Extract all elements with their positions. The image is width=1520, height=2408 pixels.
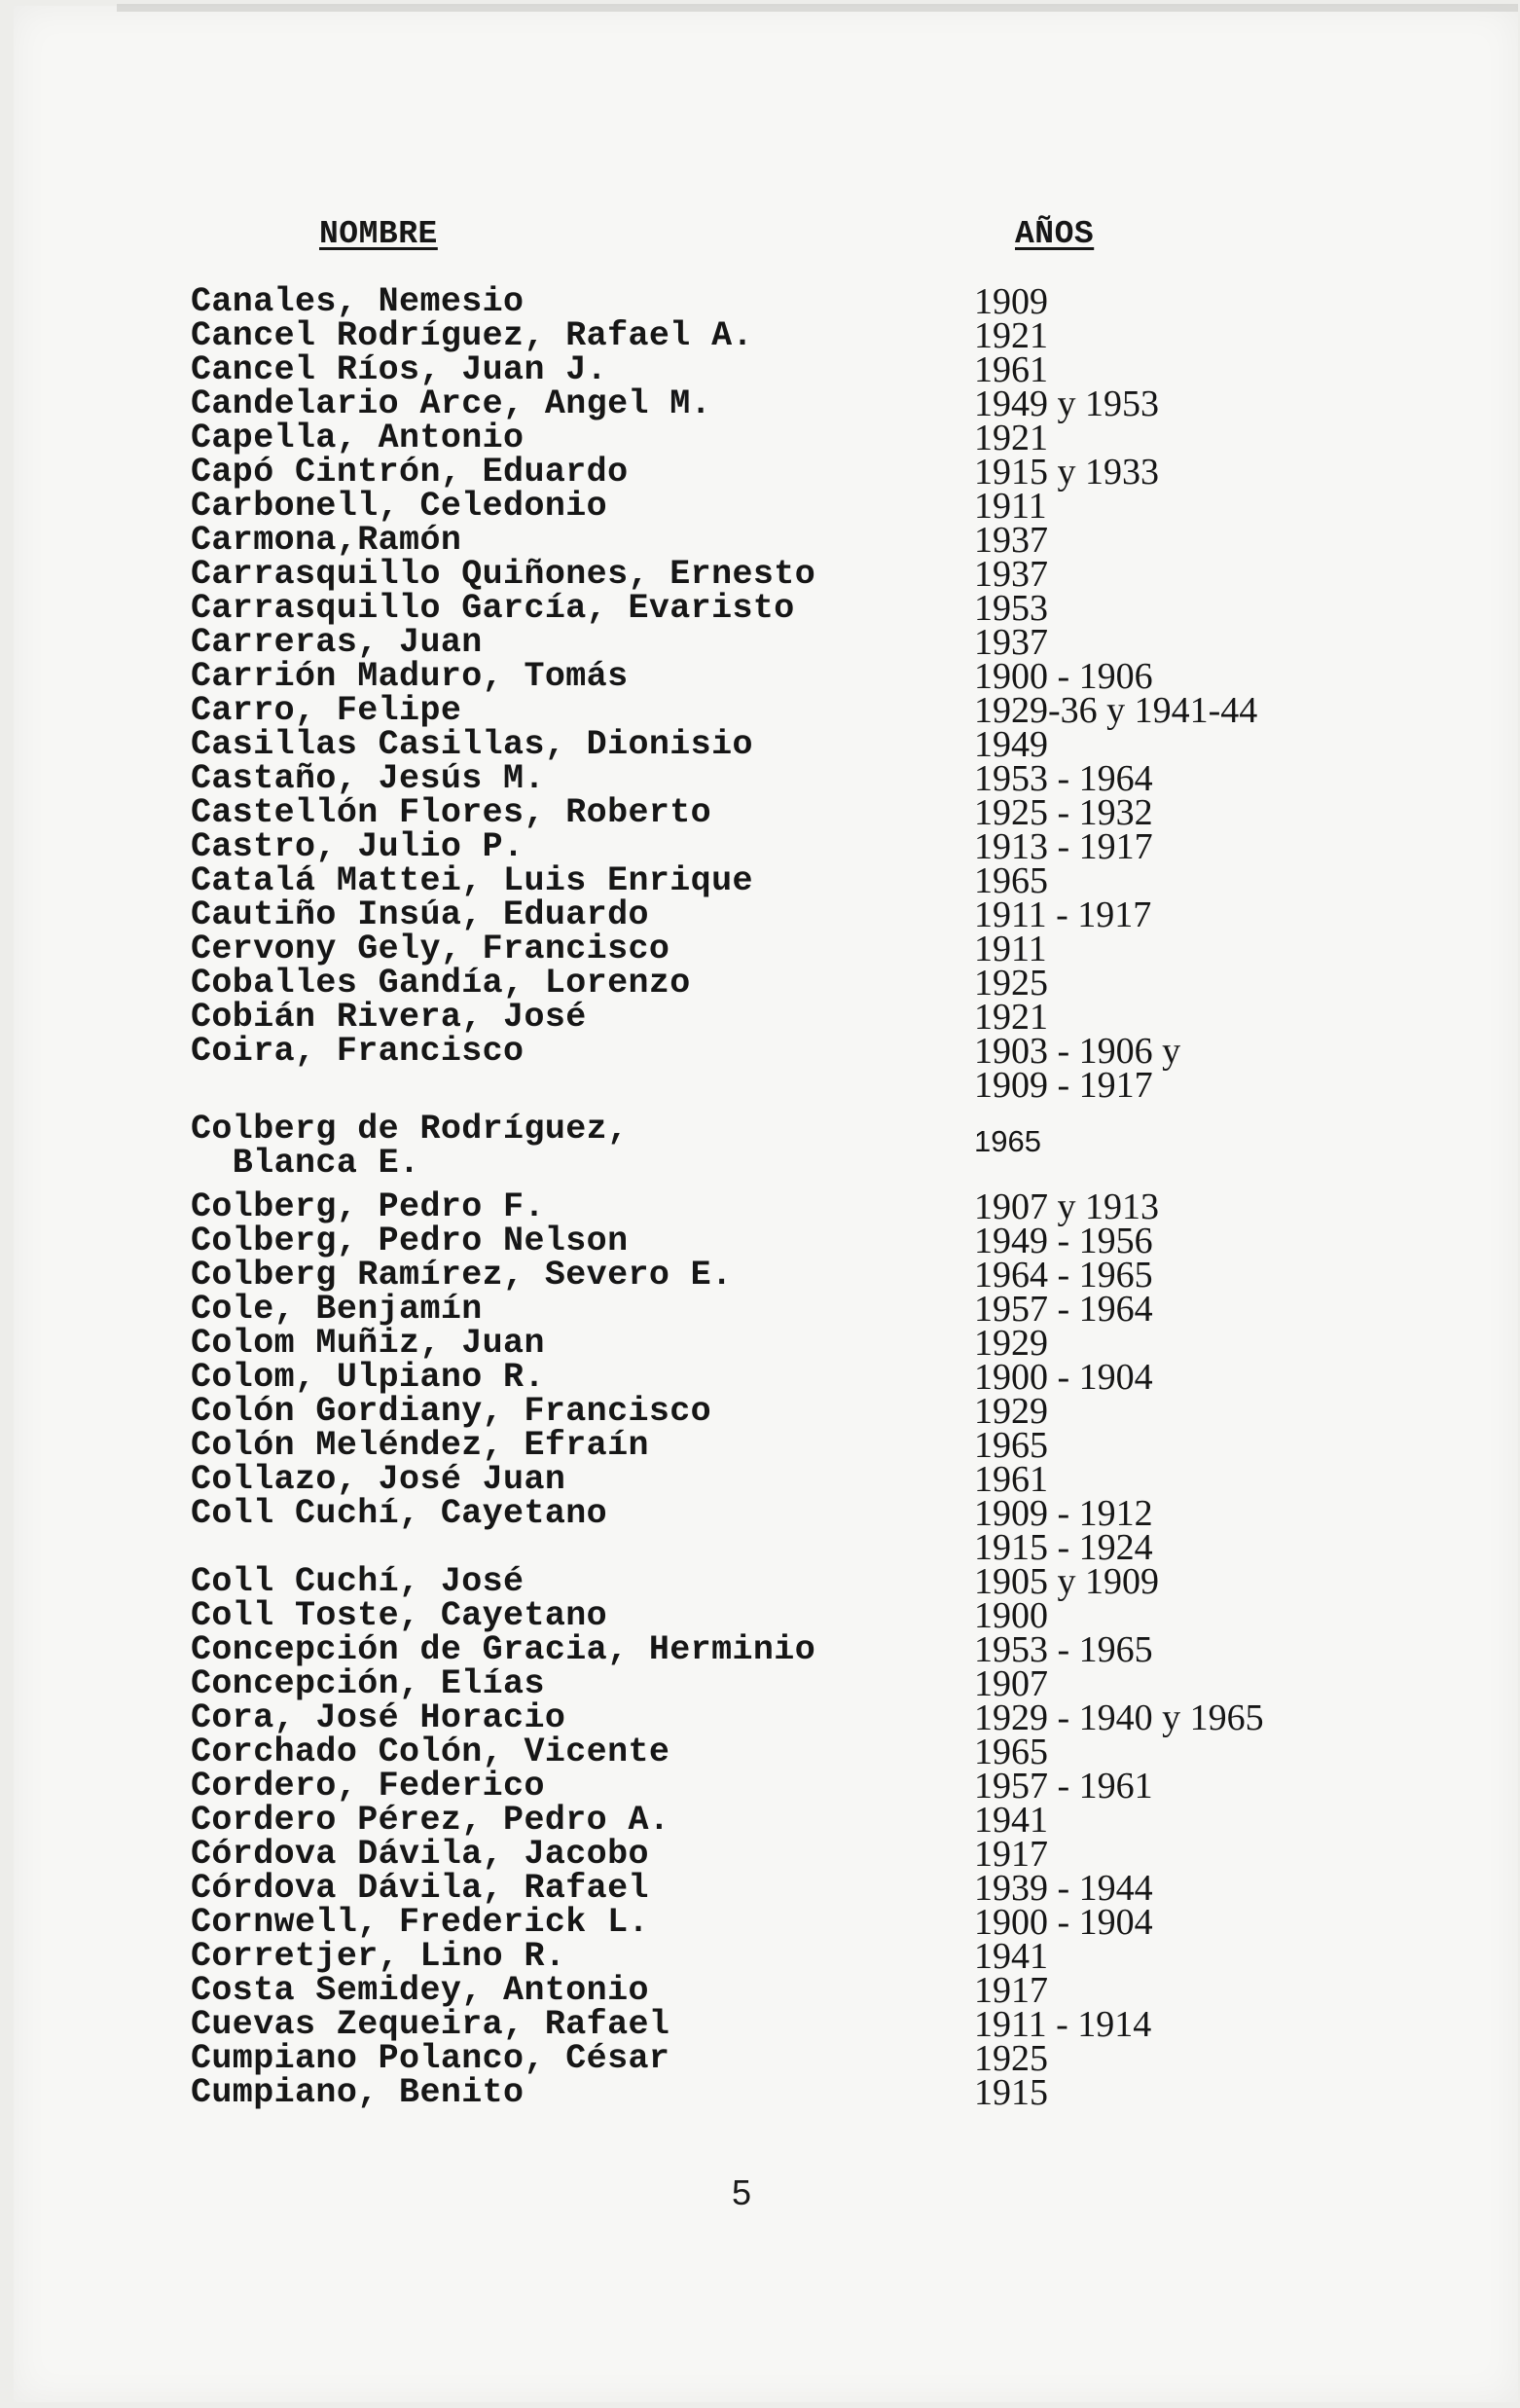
entry-years: 1925 [974, 2038, 1048, 2079]
list-item [191, 1186, 1378, 1227]
list-item [191, 554, 1378, 595]
entry-name: Carmona,Ramón [191, 521, 462, 560]
entry-name: Córdova Dávila, Rafael [191, 1869, 649, 1908]
list-item [191, 894, 1378, 935]
column-header-name: NOMBRE [319, 216, 438, 252]
entry-years: 1911 [974, 486, 1047, 527]
entry-name: Coll Toste, Cayetano [191, 1596, 608, 1635]
entry-years: 1941 [974, 1936, 1048, 1977]
entry-name: Cora, José Horacio [191, 1698, 566, 1737]
list-item [191, 1110, 1378, 1183]
entry-name: Candelario Arce, Angel M. [191, 384, 712, 423]
entry-years: 1900 - 1906 [974, 656, 1153, 697]
entry-years: 1915 y 1933 [974, 452, 1159, 493]
list-item [191, 1391, 1378, 1432]
entry-name: Cautiño Insúa, Eduardo [191, 895, 649, 934]
list-item [191, 622, 1378, 663]
list-item [191, 1459, 1378, 1500]
entry-years: 1911 - 1917 [974, 894, 1152, 935]
entry-years: 1953 - 1965 [974, 1629, 1153, 1670]
entry-years: 1900 - 1904 [974, 1357, 1153, 1398]
entry-name: Concepción, Elías [191, 1664, 545, 1703]
entry-name: Cumpiano Polanco, César [191, 2039, 670, 2078]
list-item [191, 1629, 1378, 1670]
list-item [191, 1766, 1378, 1806]
entry-years: 1921 [974, 315, 1048, 356]
entry-name: Colón Gordiany, Francisco [191, 1392, 712, 1431]
entry-name: Castellón Flores, Roberto [191, 793, 712, 832]
list-item [191, 418, 1378, 458]
entry-years: 1900 [974, 1595, 1048, 1636]
entry-years: 1957 - 1964 [974, 1289, 1153, 1330]
list-item [191, 1800, 1378, 1841]
entry-years: 1929 [974, 1323, 1048, 1364]
list-item [191, 690, 1378, 731]
list-item [191, 349, 1378, 390]
list-item [191, 1663, 1378, 1704]
entry-years: 1964 - 1965 [974, 1255, 1153, 1295]
entry-name: Carreras, Juan [191, 623, 483, 662]
entry-years: 1913 - 1917 [974, 826, 1153, 867]
entry-years: 1957 - 1961 [974, 1766, 1153, 1806]
entry-name: Casillas Casillas, Dionisio [191, 725, 753, 764]
entry-name: Castro, Julio P. [191, 827, 525, 866]
entry-name: Cervony Gely, Francisco [191, 930, 670, 968]
entry-years: 1903 - 1906 y [974, 1031, 1181, 1072]
list-item [191, 1221, 1378, 1261]
entry-name: Coll Cuchí, Cayetano [191, 1494, 608, 1533]
entry-name: Coll Cuchí, José [191, 1562, 525, 1601]
entry-name: Cumpiano, Benito [191, 2073, 525, 2112]
entry-years: 1917 [974, 1834, 1048, 1875]
entry-years: 1939 - 1944 [974, 1868, 1153, 1909]
entry-name: Carrasquillo Quiñones, Ernesto [191, 555, 816, 594]
entry-years: 1909 - 1917 [974, 1065, 1153, 1106]
entry-years: 1925 [974, 963, 1048, 1003]
entry-years: 1965 [974, 1124, 1041, 1158]
entry-years: 1953 - 1964 [974, 758, 1153, 799]
list-item [191, 963, 1378, 1003]
entry-years: 1937 [974, 520, 1048, 561]
list-item [191, 315, 1378, 356]
entry-name: Colom Muñiz, Juan [191, 1324, 545, 1363]
list-item [191, 1595, 1378, 1636]
entry-years: 1929 - 1940 y 1965 [974, 1697, 1264, 1738]
entry-name: Colberg, Pedro F. [191, 1187, 545, 1226]
entry-name: Cancel Ríos, Juan J. [191, 350, 608, 389]
entry-name: Carro, Felipe [191, 691, 462, 730]
entry-name: Coira, Francisco [191, 1032, 525, 1071]
list-item [191, 1289, 1378, 1330]
list-item [191, 452, 1378, 493]
entry-years: 1949 [974, 724, 1048, 765]
list-item [191, 383, 1378, 424]
list-item [191, 997, 1378, 1038]
entry-name: Cornwell, Frederick L. [191, 1903, 649, 1942]
entry-name: Carrasquillo García, Evaristo [191, 589, 795, 628]
entry-name: Catalá Mattei, Luis Enrique [191, 861, 753, 900]
entry-years: 1907 y 1913 [974, 1186, 1159, 1227]
entry-years: 1915 - 1924 [974, 1527, 1153, 1568]
list-item [191, 758, 1378, 799]
list-item [191, 1527, 1378, 1568]
entry-years: 1905 y 1909 [974, 1561, 1159, 1602]
entry-years: 1961 [974, 349, 1048, 390]
entry-name: Carbonell, Celedonio [191, 487, 608, 526]
entry-name: Colberg Ramírez, Severo E. [191, 1256, 733, 1295]
entry-years: 1929 [974, 1391, 1048, 1432]
list-item [191, 1493, 1378, 1534]
entry-name: Colberg, Pedro Nelson [191, 1222, 629, 1260]
entry-list [191, 281, 1378, 2113]
list-item [191, 281, 1378, 322]
list-item [191, 1902, 1378, 1943]
entry-years: 1915 [974, 2072, 1048, 2113]
list-item [191, 588, 1378, 629]
entry-name: Cancel Rodríguez, Rafael A. [191, 316, 753, 355]
list-item [191, 929, 1378, 969]
entry-years: 1953 [974, 588, 1048, 629]
list-item [191, 486, 1378, 527]
list-item [191, 1255, 1378, 1295]
entry-years: 1909 [974, 281, 1048, 322]
list-item [191, 2038, 1378, 2079]
entry-years: 1929-36 y 1941-44 [974, 690, 1258, 731]
list-item [191, 1323, 1378, 1364]
entry-name: Córdova Dávila, Jacobo [191, 1835, 649, 1874]
list-item [191, 656, 1378, 697]
entry-years: 1925 - 1932 [974, 792, 1153, 833]
entry-years: 1900 - 1904 [974, 1902, 1153, 1943]
page-number: 5 [732, 2172, 752, 2212]
entry-years: 1937 [974, 622, 1048, 663]
entry-name: Colom, Ulpiano R. [191, 1358, 545, 1397]
column-header-years: AÑOS [1015, 216, 1095, 252]
entry-years: 1921 [974, 418, 1048, 458]
entry-name: Cordero Pérez, Pedro A. [191, 1801, 670, 1840]
entry-name: Coballes Gandía, Lorenzo [191, 964, 691, 1003]
entry-name: Collazo, José Juan [191, 1460, 566, 1499]
entry-years: 1921 [974, 997, 1048, 1038]
entry-years: 1911 - 1914 [974, 2004, 1152, 2045]
list-item [191, 860, 1378, 901]
list-item [191, 724, 1378, 765]
list-item [191, 792, 1378, 833]
list-item [191, 1357, 1378, 1398]
entry-name: Canales, Nemesio [191, 282, 525, 321]
entry-years: 1965 [974, 1425, 1048, 1466]
entry-years: 1937 [974, 554, 1048, 595]
list-item [191, 520, 1378, 561]
entry-name: Capella, Antonio [191, 419, 525, 457]
list-item [191, 1868, 1378, 1909]
list-item [191, 1936, 1378, 1977]
entry-name: Concepción de Gracia, Herminio [191, 1630, 816, 1669]
list-item [191, 1031, 1378, 1072]
entry-name: Colón Meléndez, Efraín [191, 1426, 649, 1465]
list-item [191, 1834, 1378, 1875]
entry-years: 1907 [974, 1663, 1048, 1704]
entry-years: 1965 [974, 1732, 1048, 1772]
list-item [191, 1970, 1378, 2011]
scan-edge [117, 4, 1518, 12]
list-item [191, 2004, 1378, 2045]
list-item [191, 1425, 1378, 1466]
list-item [191, 826, 1378, 867]
list-item [191, 1561, 1378, 1602]
entry-years: 1909 - 1912 [974, 1493, 1153, 1534]
entry-name: Cobián Rivera, José [191, 998, 587, 1037]
entry-name: Carrión Maduro, Tomás [191, 657, 629, 696]
entry-name: Capó Cintrón, Eduardo [191, 453, 629, 492]
entry-name: Corchado Colón, Vicente [191, 1733, 670, 1771]
entry-years: 1911 [974, 929, 1047, 969]
list-item [191, 2072, 1378, 2113]
entry-years: 1965 [974, 860, 1048, 901]
entry-years: 1917 [974, 1970, 1048, 2011]
entry-name: Corretjer, Lino R. [191, 1937, 566, 1976]
entry-years: 1949 - 1956 [974, 1221, 1153, 1261]
list-item [191, 1065, 1378, 1106]
entry-name: Cole, Benjamín [191, 1290, 483, 1329]
entry-name: Cordero, Federico [191, 1767, 545, 1806]
list-item [191, 1732, 1378, 1772]
entry-name: Cuevas Zequeira, Rafael [191, 2005, 670, 2044]
entry-name [191, 1531, 974, 1565]
entry-name: Costa Semidey, Antonio [191, 1971, 649, 2010]
entry-years: 1941 [974, 1800, 1048, 1841]
entry-years: 1961 [974, 1459, 1048, 1500]
list-item [191, 1697, 1378, 1738]
entry-name [191, 1069, 974, 1103]
entry-name: Colberg de Rodríguez, Blanca E. [191, 1110, 629, 1183]
entry-name: Castaño, Jesús M. [191, 759, 545, 798]
entry-years: 1949 y 1953 [974, 383, 1159, 424]
